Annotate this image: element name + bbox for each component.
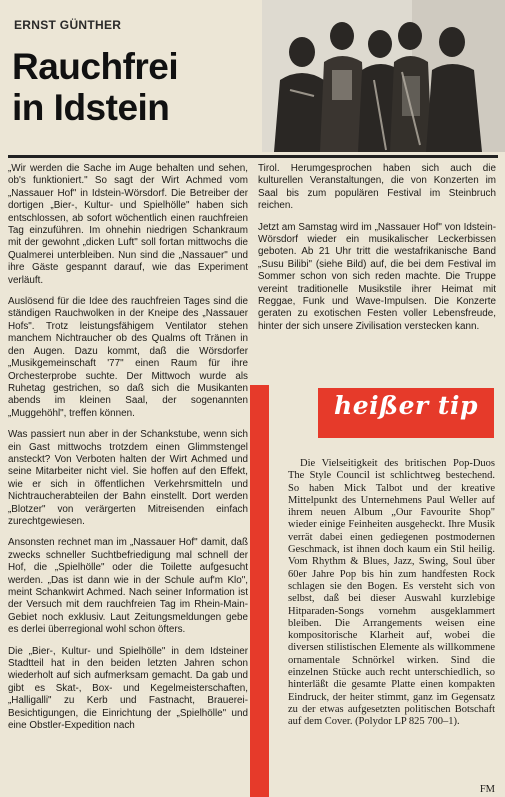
paragraph: Was passiert nun aber in der Schankstube, wenn sich ein Gast mittwochs trotzdem einen Glimmstengel ansteckt? Von Verboten halten der Wirt Achmed und seine Mitarbeiter nicht viel. Sie hoffen auf den Effekt, wie er sich in öffentlichen Verkehrsmitteln und Nichtraucherabteilen der Bahn einstellt. Dort werden „Blotzer" von verärgerten Mitreisenden einfach zurechtgewiesen. <box>8 429 248 527</box>
tip-signature: FM <box>479 784 495 795</box>
headline-line-2: in Idstein <box>12 87 170 128</box>
tip-accent-bar <box>250 385 269 797</box>
paragraph: Auslösend für die Idee des rauchfreien Tages sind die ständigen Rauchwolken in der Kneipe des „Nassauer Hofs". Trotz leistungsfähigem Ventilator stehen manchem Nichtraucher ob des Qualms oft Tränen in den Augen. Dazu kommt, daß die Wörsdorfer „Musikgemeinschaft '77" einen Raum für ihre Orchesterprobe suchte. Der Mittwoch wurde als Ruhetag gestrichen, so daß sich die Musikanten abends im kleinen Saal, der sogenannten „Muggehöhl", treffen können. <box>8 296 248 419</box>
paragraph: Die „Bier-, Kultur- und Spielhölle" in dem Idsteiner Stadtteil hat in den beiden letzten Jahren schon wiederholt auf sich aufmerksam gemacht. Da gab und gibt es Skat-, Box- und Kegelmeisterschaften, „Halligalli" zu Kerb und Fastnacht, Brauerei-Besichtigungen, die Einrichtung der „Spielhölle" und eine Obstler-Expedition nach <box>8 645 248 732</box>
paragraph: Jetzt am Samstag wird im „Nassauer Hof" von Idstein-Wörsdorf wieder ein musikalischer Leckerbissen geboten. Ab 21 Uhr tritt die westafrikanische Band „Susu Bilibi" (siehe Bild) auf, die bei dem Festival im Sommer schon von sich reden machte. Die Truppe vereint traditionelle Musikstile ihrer Heimat mit Reggae, Funk und Wave-Impulsen. Die Konzerte geraten zu exotischen Festen voller Lebensfreude, hinter der sich unsere Zivilisation verstecken kann. <box>258 221 496 332</box>
tip-heading: heißer tip <box>334 391 478 420</box>
author-byline: ERNST GÜNTHER <box>14 18 122 32</box>
paragraph: „Wir werden die Sache im Auge behalten und sehen, ob's funktioniert." So sagt der Wirt Achmed vom „Nassauer Hof" in Idstein-Wörsdorf. Die Betreiber der dortigen „Bier-, Kultur- und Spielhölle" haben sich entschlossen, ab sofort wöchentlich einen rauchfreien Tag einzuführen. Im ohnehin niedrigen Schankraum mit der gewohnt „dicken Luft" soll fortan mittwochs die Qualmerei unterbleiben. Nun sind die „Nassauer" und ihre Gäste gespannt darauf, wie das Experiment verläuft. <box>8 163 248 286</box>
headline-line-1: Rauchfrei <box>12 46 179 87</box>
left-column <box>8 163 248 741</box>
header-rule <box>8 155 498 158</box>
paragraph: Ansonsten rechnet man im „Nassauer Hof" damit, daß zwecks schneller Suchtbefriedigung mal schnell der Hof, die „Spielhölle" oder die Toilette aufgesucht werden. „Das ist dann wie in der Schule auf'm Klo", meint Schankwirt Achmed. Nach seiner Information ist der Versuch mit dem rauchfreien Tag im Rhein-Main-Gebiet noch exklusiv. Laut Zeitungsmeldungen gebe es derlei überregional wohl schon öfters. <box>8 537 248 636</box>
tip-paragraph: Die Vielseitigkeit des britischen Pop-Duos The Style Council ist schlichtweg bestechend. So haben Mick Talbot und der kreative Mittelpunkt des Unternehmens Paul Weller auf ihrem neuen Album „Our Favourite Shop" wieder einige Feinheiten ausgeheckt. Ihre Musik verrät dabei einen gediegenen postmodernen Geschmack, ist ihnen doch kaum ein Stil heilig. Vom Rhythm & Blues, Jazz, Swing, Soul über 60er Jahre Pop bis hin zum handfesten Rock schlagen sie den Bogen. Es versteht sich von selbst, daß bei dieser Auswahl kurzlebige Hitparaden-Songs vornehm ausgeklammert bleiben. Die Arrangements weisen eine kompositorische Klarheit auf, wobei die diversen stilistischen Elemente als willkommene ornamentale Schnörkel wirken. Sind die einzelnen Stücke auch recht unterschiedlich, so hinterläßt die gesamte Platte einen kompakten Eindruck, der heiter stimmt, ganz im Gegensatz zu der etwas aufgesetzten politischen Botschaft auf dem Cover. (Polydor LP 825 700–1). <box>288 458 495 728</box>
band-photo-illustration <box>262 0 505 152</box>
band-photo <box>262 0 505 152</box>
article-headline <box>12 46 252 128</box>
right-column <box>258 163 496 342</box>
tip-body <box>288 458 495 729</box>
paragraph: Tirol. Herumgesprochen haben sich auch die kulturellen Veranstaltungen, die von Konzerten im Saal bis zum populären Festival im Steinbruch reichen. <box>258 163 496 212</box>
